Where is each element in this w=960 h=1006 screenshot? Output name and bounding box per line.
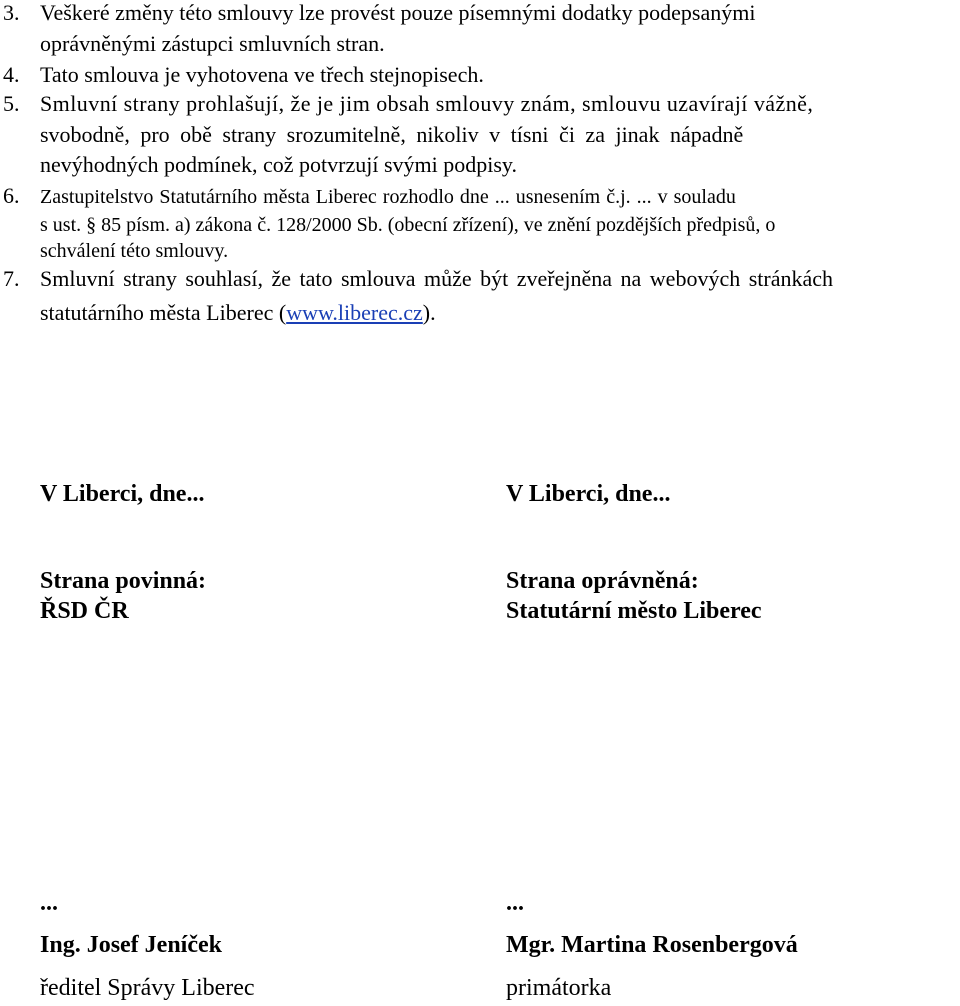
- right-signatory-title: primátorka: [506, 975, 612, 1001]
- clause-4-line-1: Tato smlouva je vyhotovena ve třech stejnopisech.: [40, 62, 484, 87]
- clause-6-line-2: s ust. § 85 písm. a) zákona č. 128/2000 Sb. (obecní zřízení), ve znění pozdějších předpisů, o: [40, 214, 776, 236]
- clause-3-number: 3.: [3, 0, 20, 25]
- clause-7-line-2-text: statutárního města Liberec (: [40, 300, 287, 325]
- clause-7-line-2-end: ).: [422, 300, 436, 325]
- clause-5-number: 5.: [3, 91, 20, 116]
- clause-3-line-1: Veškeré změny této smlouvy lze provést pouze písemnými dodatky podepsanými: [40, 0, 756, 25]
- left-signatory-title: ředitel Správy Liberec: [40, 975, 255, 1001]
- clause-5-line-2: svobodně, pro obě strany srozumitelně, nikoliv v tísni či za jinak nápadně: [40, 122, 744, 147]
- left-place-date: V Liberci, dne...: [40, 481, 205, 507]
- website-link[interactable]: www.liberec.cz: [286, 300, 423, 325]
- clause-3-line-2: oprávněnými zástupci smluvních stran.: [40, 31, 385, 56]
- left-signature-line: ...: [40, 890, 58, 916]
- left-signatory-name: Ing. Josef Jeníček: [40, 932, 222, 958]
- right-signature-line: ...: [506, 890, 524, 916]
- right-party-label: Strana oprávněná:: [506, 568, 699, 594]
- clause-7-line-2: [40, 300, 436, 326]
- clause-5-line-1: Smluvní strany prohlašují, že je jim obsah smlouvy znám, smlouvu uzavírají vážně,: [40, 91, 814, 116]
- right-party-name: Statutární město Liberec: [506, 598, 762, 624]
- right-signatory-name: Mgr. Martina Rosenbergová: [506, 932, 798, 958]
- left-party-label: Strana povinná:: [40, 568, 207, 594]
- clause-4-number: 4.: [3, 62, 20, 87]
- clause-6-line-1: Zastupitelstvo Statutárního města Liberec rozhodlo dne ... usnesením č.j. ... v souladu: [40, 186, 736, 208]
- right-place-date: V Liberci, dne...: [506, 481, 671, 507]
- clause-7-number: 7.: [3, 266, 20, 291]
- clause-6-line-3: schválení této smlouvy.: [40, 240, 229, 262]
- clause-5-line-3: nevýhodných podmínek, což potvrzují svými podpisy.: [40, 152, 518, 177]
- clause-7-line-1: Smluvní strany souhlasí, že tato smlouva může být zveřejněna na webových stránkách: [40, 266, 834, 291]
- left-party-name: ŘSD ČR: [40, 598, 129, 624]
- clause-6-number: 6.: [3, 183, 20, 208]
